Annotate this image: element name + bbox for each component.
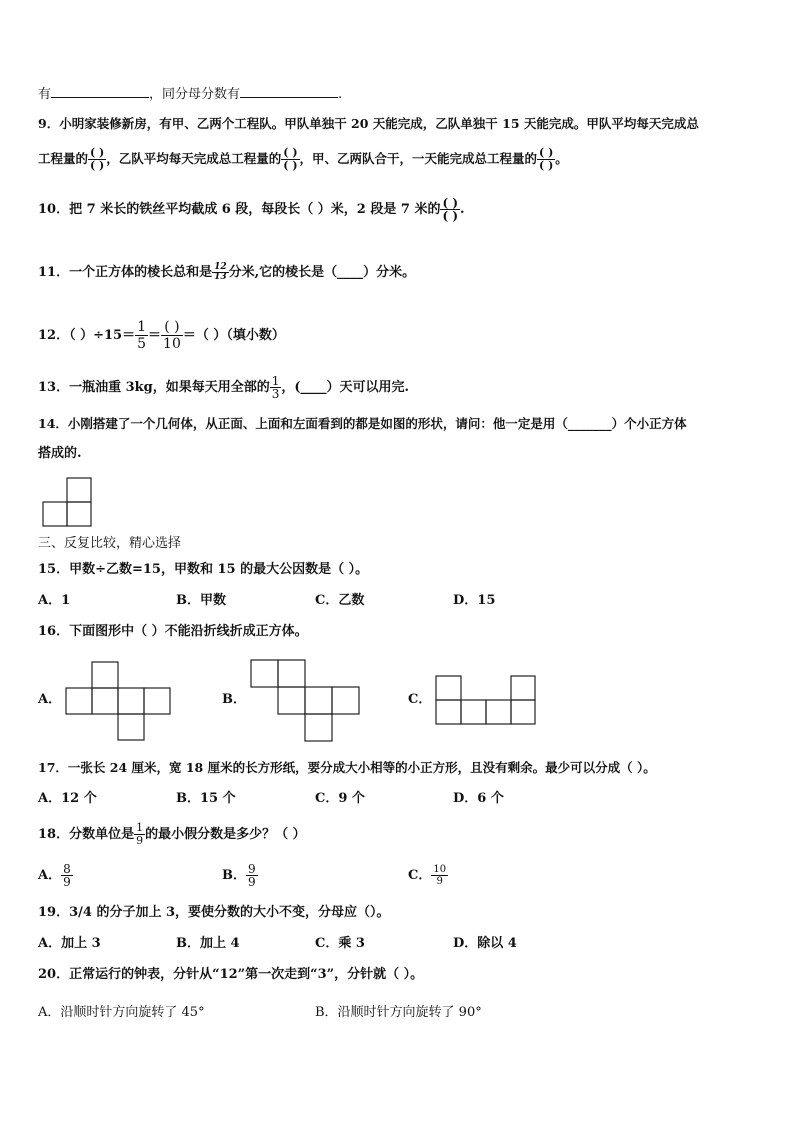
q10-frac-den: ( ) <box>442 209 459 223</box>
q10-fraction[interactable] <box>440 197 460 222</box>
q19-option-d[interactable]: D．除以 4 <box>453 936 517 951</box>
q14-line2: 搭成的. <box>38 446 82 461</box>
q19-option-c[interactable]: C．乘 3 <box>315 936 365 951</box>
q9-frac1-num: ( ) <box>90 146 105 159</box>
q12-frac2-den: 10 <box>163 336 181 352</box>
q16-option-c-label[interactable]: C． <box>408 692 432 707</box>
q15-option-b[interactable]: B．甲数 <box>176 593 226 608</box>
q9-text-d: 。 <box>555 151 568 166</box>
q18 <box>38 820 306 850</box>
q18-option-c-den: 9 <box>436 876 443 887</box>
q15-option-c[interactable]: C．乙数 <box>315 593 365 608</box>
q9-frac2-num: ( ) <box>283 146 298 159</box>
q18-option-c-label: C． <box>408 868 432 883</box>
q18-fraction <box>134 822 145 847</box>
q18-option-a-num: 8 <box>63 862 71 876</box>
q12 <box>38 318 285 354</box>
q18-text-a: 18．分数单位是 <box>38 827 135 842</box>
q9-text-c: ，甲、乙两队合干，一天能完成总工程量的 <box>299 151 538 166</box>
q8-tail <box>38 84 342 103</box>
q9-text-a: 工程量的 <box>38 151 89 166</box>
q14-line1: 14．小刚搭建了一个几何体，从正面、上面和左面看到的都是如图的形状，请问：他一定是用（_______）个小正方体 <box>38 416 687 431</box>
q14-cell-top <box>67 478 91 502</box>
q18-text-b: 的最小假分数是多少？（ ） <box>145 827 306 842</box>
q12-frac1-num: 1 <box>137 319 147 335</box>
q11-fraction <box>212 263 229 282</box>
q14-shape-figure <box>42 476 96 528</box>
q18-option-b[interactable] <box>222 860 258 892</box>
q18-option-c-num: 10 <box>433 864 447 875</box>
q17-option-c[interactable]: C．9 个 <box>315 791 365 806</box>
q12-fraction-1 <box>135 319 148 352</box>
section-3-heading: 三、反复比较，精心选择 <box>38 536 182 551</box>
q9-fraction-2[interactable] <box>281 147 299 172</box>
q13-text-a: 13．一瓶油重 3kg，如果每天用全部的 <box>38 380 270 395</box>
q16-net-c[interactable] <box>434 674 538 726</box>
q16-net-a[interactable] <box>64 660 174 742</box>
q16-option-b-label[interactable]: B． <box>222 692 246 707</box>
q17-stem: 17．一张长 24 厘米，宽 18 厘米的长方形纸，要分成大小相等的小正方形，且没有剩余。最少可以分成（ ）。 <box>38 760 656 775</box>
q18-frac-den: 9 <box>136 834 144 847</box>
q10-text: 10．把 7 米长的铁丝平均截成 6 段，每段长（ ）米，2 段是 7 米的 <box>38 202 441 217</box>
q18-option-b-den: 9 <box>248 875 256 889</box>
q18-option-b-label: B． <box>222 868 246 883</box>
q13-frac-den: 3 <box>271 387 280 401</box>
q9-fraction-3[interactable] <box>537 147 555 172</box>
q15-option-d[interactable]: D．15 <box>453 593 496 608</box>
q12-text-a: 12．（ ）÷15＝ <box>38 328 136 343</box>
q10 <box>38 194 465 226</box>
q8-blank-1[interactable] <box>51 84 149 98</box>
q17-option-d[interactable]: D．6 个 <box>453 791 504 806</box>
q9-frac3-num: ( ) <box>539 146 554 159</box>
q18-option-a-fraction <box>61 863 73 888</box>
q18-frac-num: 1 <box>136 821 144 834</box>
q9-text-b: ，乙队平均每天完成总工程量的 <box>106 151 282 166</box>
q13-text-b: ，(____）天可以用完. <box>281 380 410 395</box>
q8-text-3: . <box>338 87 343 102</box>
q9-frac2-den: ( ) <box>283 159 298 172</box>
q17-option-a[interactable]: A．12 个 <box>38 791 97 806</box>
q18-option-a[interactable] <box>38 860 73 892</box>
q20-option-b[interactable]: B．沿顺时针方向旋转了 90° <box>315 1005 482 1020</box>
q14-cell-bottom-right <box>67 502 91 526</box>
q8-text-2: ，同分母分数有 <box>149 87 241 102</box>
q19-stem: 19．3/4 的分子加上 3，要使分数的大小不变，分母应（）。 <box>38 905 390 920</box>
q18-option-b-fraction <box>246 863 258 888</box>
q19-option-b[interactable]: B．加上 4 <box>176 936 240 951</box>
q10-frac-num: ( ) <box>442 196 459 210</box>
q18-option-a-label: A． <box>38 868 62 883</box>
q12-frac2-num: ( ) <box>161 319 183 336</box>
q18-option-c-fraction <box>431 864 448 887</box>
q8-blank-2[interactable] <box>240 84 338 98</box>
q16-option-a-label[interactable]: A． <box>38 692 62 707</box>
q17-option-b[interactable]: B．15 个 <box>176 791 236 806</box>
q18-option-c[interactable] <box>408 860 448 892</box>
q9-frac3-den: ( ) <box>539 159 554 172</box>
q11-frac-num: 12 <box>214 262 227 272</box>
q15-stem: 15．甲数÷乙数=15，甲数和 15 的最大公因数是（ ）。 <box>38 562 369 577</box>
q9-frac1-den: ( ) <box>90 159 105 172</box>
q9-line2 <box>38 144 568 174</box>
q9-fraction-1[interactable] <box>88 147 106 172</box>
q12-fraction-2[interactable] <box>161 319 183 352</box>
q13-fraction <box>270 375 282 400</box>
q11-text-a: 11．一个正方体的棱长总和是 <box>38 265 213 280</box>
q20-option-a[interactable]: A．沿顺时针方向旋转了 45° <box>38 1005 205 1020</box>
q18-option-b-num: 9 <box>248 862 256 876</box>
q16-net-b[interactable] <box>250 658 362 744</box>
q13 <box>38 374 409 402</box>
q13-frac-num: 1 <box>271 374 280 388</box>
q18-option-a-den: 9 <box>63 875 71 889</box>
q11-text-b: 分米,它的棱长是（____）分米。 <box>228 265 416 280</box>
q11 <box>38 262 415 284</box>
q12-frac1-den: 5 <box>137 336 147 352</box>
q8-text-1: 有 <box>38 87 52 102</box>
q15-option-a[interactable]: A．1 <box>38 593 71 608</box>
q20-stem: 20．正常运行的钟表，分针从“12”第一次走到“3”，分针就（ ）。 <box>38 967 424 982</box>
q12-eq: ＝ <box>148 328 162 343</box>
q9-line1: 9．小明家装修新房，有甲、乙两个工程队。甲队单独干 20 天能完成，乙队单独干 15 天能完成。甲队平均每天完成总 <box>38 116 699 131</box>
q16-stem: 16．下面图形中（ ）不能沿折线折成正方体。 <box>38 624 308 639</box>
q12-text-b: ＝（ ）（填小数） <box>182 328 285 343</box>
q14-cell-bottom-left <box>43 502 67 526</box>
q11-frac-den: 13 <box>214 272 227 282</box>
q19-option-a[interactable]: A．加上 3 <box>38 936 101 951</box>
q10-end: . <box>460 202 465 217</box>
